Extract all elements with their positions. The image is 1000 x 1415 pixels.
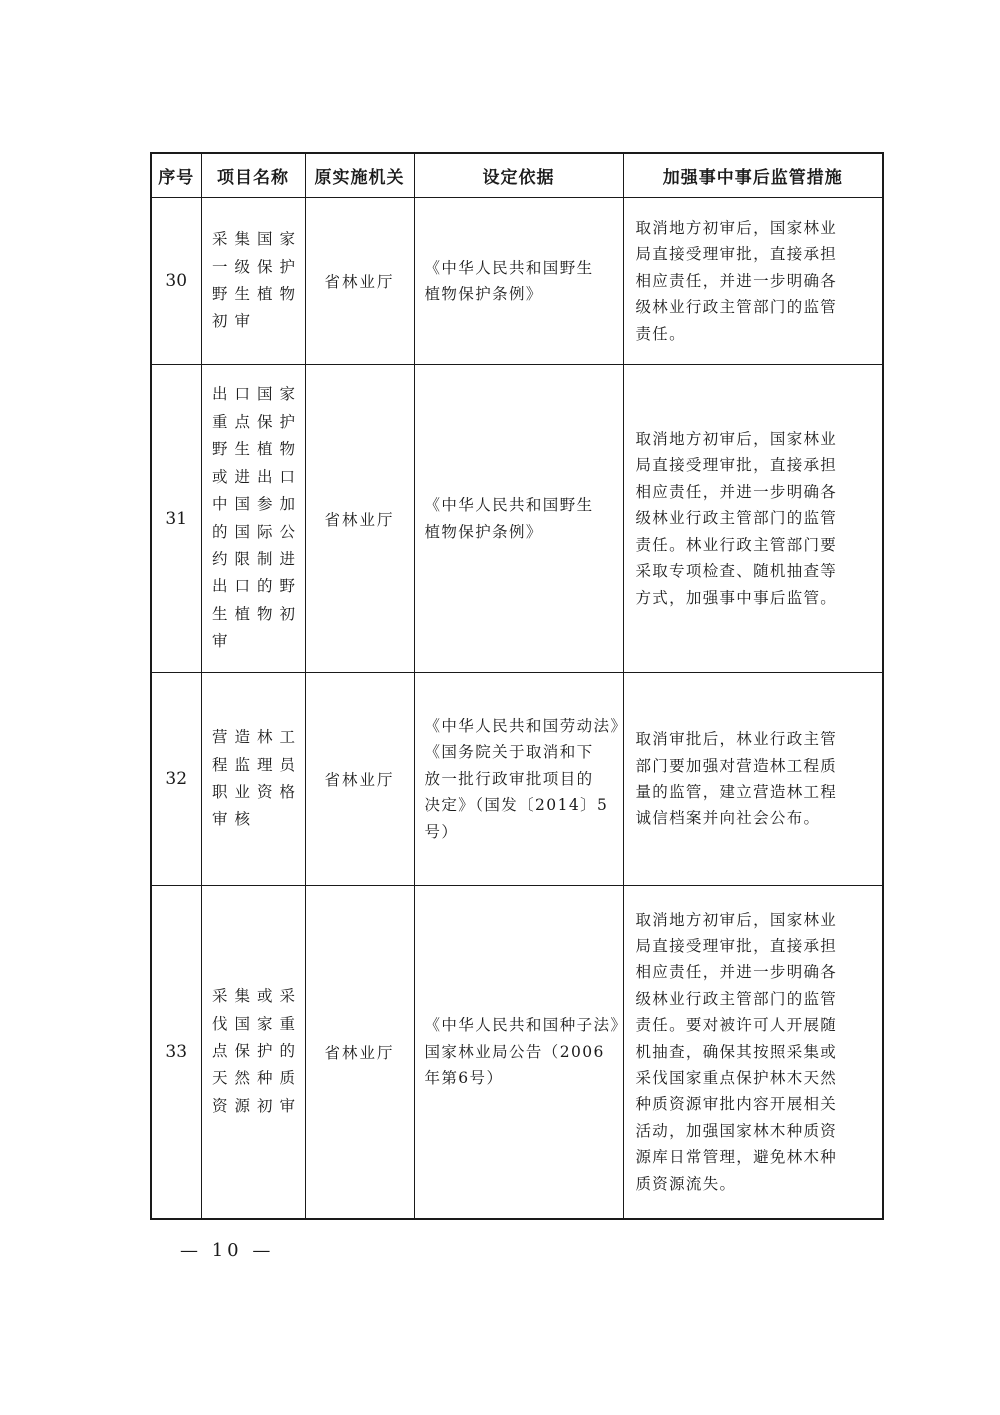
row-legal-basis bbox=[414, 365, 623, 673]
name-char: 际 bbox=[256, 522, 273, 541]
measure-line: 责任。林业行政主管部门要 bbox=[635, 535, 838, 554]
name-char: 集 bbox=[234, 230, 250, 249]
row-agency: 省林业厅 bbox=[305, 886, 414, 1219]
name-char: 源 bbox=[234, 1096, 250, 1115]
row-seq: 33 bbox=[151, 886, 201, 1219]
name-char: 初 bbox=[256, 1096, 273, 1115]
name-char: 然 bbox=[234, 1069, 250, 1088]
measure-line: 源库日常管理，避免林木种 bbox=[635, 1148, 838, 1167]
row-agency: 省林业厅 bbox=[305, 198, 414, 365]
measure-line: 级林业行政主管部门的监管 bbox=[635, 298, 838, 317]
row-legal-basis bbox=[414, 198, 623, 365]
regulation-table bbox=[150, 152, 884, 1220]
name-char: 植 bbox=[234, 604, 250, 623]
name-char: 口 bbox=[279, 467, 295, 486]
measure-line: 局直接受理审批，直接承担 bbox=[635, 245, 838, 264]
name-char: 审 bbox=[211, 632, 228, 651]
name-char: 进 bbox=[279, 549, 295, 568]
name-char: 家 bbox=[256, 1014, 273, 1033]
measure-line: 取消地方初审后，国家林业 bbox=[635, 218, 838, 237]
name-char: 审 bbox=[211, 810, 228, 829]
row-legal-basis bbox=[414, 886, 628, 1219]
table-row bbox=[151, 673, 883, 886]
name-char: 林 bbox=[256, 728, 273, 747]
name-char: 监 bbox=[234, 755, 250, 774]
basis-line: 国家林业局公告（2006 bbox=[424, 1042, 605, 1061]
table-header-row bbox=[151, 153, 883, 198]
measure-line: 局直接受理审批，直接承担 bbox=[635, 456, 838, 475]
row-measures bbox=[623, 673, 883, 886]
name-char: 理 bbox=[256, 755, 273, 774]
name-char: 天 bbox=[211, 1069, 228, 1088]
measure-line: 相应责任，并进一步明确各 bbox=[635, 482, 838, 501]
measure-line: 量的监管，建立营造林工程 bbox=[635, 783, 838, 801]
measure-line: 取消地方初审后，国家林业 bbox=[635, 910, 838, 929]
page-number: — 10 — bbox=[180, 1240, 275, 1261]
row-item-name bbox=[201, 886, 305, 1219]
name-char: 生 bbox=[234, 285, 250, 303]
name-char: 点 bbox=[211, 1042, 228, 1061]
name-char: 野 bbox=[279, 577, 295, 596]
name-char: 家 bbox=[279, 230, 295, 249]
name-char: 或 bbox=[256, 987, 273, 1006]
measure-line: 局直接受理审批，直接承担 bbox=[635, 936, 838, 955]
name-char: 植 bbox=[256, 440, 273, 459]
row-legal-basis bbox=[414, 673, 628, 886]
name-char: 格 bbox=[279, 783, 295, 801]
name-char: 伐 bbox=[211, 1014, 228, 1033]
name-char: 的 bbox=[279, 1042, 295, 1061]
row-measures bbox=[623, 198, 883, 365]
table-row bbox=[151, 365, 883, 673]
measure-line: 责任。 bbox=[635, 324, 686, 343]
measure-line: 采伐国家重点保护林木天然 bbox=[635, 1068, 838, 1087]
name-char: 采 bbox=[279, 987, 295, 1006]
item-name-text bbox=[209, 226, 299, 336]
name-char: 保 bbox=[256, 412, 273, 431]
name-char: 口 bbox=[234, 385, 250, 404]
name-char: 出 bbox=[211, 577, 228, 596]
row-agency: 省林业厅 bbox=[305, 365, 414, 673]
name-char: 营 bbox=[211, 728, 228, 747]
name-char: 造 bbox=[234, 728, 250, 747]
measure-line: 机抽查，确保其按照采集或 bbox=[635, 1042, 838, 1061]
name-char: 一 bbox=[211, 257, 228, 276]
measure-line: 取消地方初审后，国家林业 bbox=[635, 430, 838, 449]
name-char: 重 bbox=[211, 412, 228, 431]
name-char: 资 bbox=[256, 783, 273, 801]
name-char: 国 bbox=[234, 522, 250, 541]
name-char: 家 bbox=[279, 385, 295, 404]
name-char: 工 bbox=[279, 728, 295, 747]
row-measures bbox=[623, 886, 883, 1219]
measure-line: 种质资源审批内容开展相关 bbox=[635, 1095, 838, 1114]
name-char: 口 bbox=[234, 577, 250, 596]
basis-line: 放一批行政审批项目的 bbox=[424, 769, 594, 788]
row-seq: 32 bbox=[151, 673, 201, 886]
name-char: 国 bbox=[256, 385, 273, 404]
name-char: 审 bbox=[234, 312, 250, 331]
measure-line: 相应责任，并进一步明确各 bbox=[635, 271, 838, 290]
measure-line: 方式，加强事中事后监管。 bbox=[635, 588, 838, 607]
row-item-name bbox=[201, 198, 305, 365]
name-char: 国 bbox=[256, 230, 273, 249]
measure-line: 相应责任，并进一步明确各 bbox=[635, 963, 838, 982]
name-char: 野 bbox=[211, 440, 228, 459]
measure-line: 采取专项检查、随机抽查等 bbox=[635, 562, 838, 581]
header-supervision-measures: 加强事中事后监管措施 bbox=[623, 153, 883, 198]
name-char: 员 bbox=[279, 755, 295, 774]
row-item-name bbox=[201, 673, 305, 886]
name-char: 或 bbox=[211, 467, 228, 486]
header-legal-basis: 设定依据 bbox=[414, 153, 623, 198]
measure-line: 诚信档案并向社会公布。 bbox=[635, 809, 821, 828]
measure-line: 活动，加强国家林木种质资 bbox=[635, 1121, 838, 1140]
measure-line: 质资源流失。 bbox=[635, 1174, 737, 1193]
name-char: 野 bbox=[211, 285, 228, 303]
name-char: 国 bbox=[234, 1014, 250, 1033]
name-char: 采 bbox=[211, 987, 228, 1006]
item-name-text bbox=[209, 983, 299, 1120]
name-char: 约 bbox=[211, 549, 228, 568]
basis-line: 号） bbox=[424, 822, 459, 841]
name-char: 的 bbox=[211, 522, 228, 541]
basis-line: 植物保护条例》 bbox=[424, 285, 543, 303]
name-char: 生 bbox=[211, 604, 228, 623]
basis-line: 《中华人民共和国野生 bbox=[424, 496, 594, 515]
basis-line: 《中华人民共和国劳动法》 bbox=[424, 716, 628, 735]
name-char: 保 bbox=[234, 1042, 250, 1061]
name-char: 保 bbox=[256, 257, 273, 276]
row-agency: 省林业厅 bbox=[305, 673, 414, 886]
basis-line: 《国务院关于取消和下 bbox=[424, 743, 594, 762]
measure-line: 级林业行政主管部门的监管 bbox=[635, 509, 838, 528]
name-char: 出 bbox=[256, 467, 273, 486]
name-char: 植 bbox=[256, 285, 273, 303]
item-name-text bbox=[209, 724, 299, 834]
name-char: 级 bbox=[234, 257, 250, 276]
name-char: 审 bbox=[279, 1096, 295, 1115]
name-char: 公 bbox=[279, 522, 295, 541]
name-char: 初 bbox=[279, 604, 295, 623]
header-item-name: 项目名称 bbox=[201, 153, 305, 198]
row-seq: 31 bbox=[151, 365, 201, 673]
name-char: 中 bbox=[211, 495, 228, 514]
name-char: 质 bbox=[279, 1069, 295, 1088]
name-char: 护 bbox=[279, 257, 295, 276]
name-char: 资 bbox=[211, 1096, 228, 1115]
name-char: 生 bbox=[234, 440, 250, 459]
name-char: 核 bbox=[234, 810, 250, 829]
name-char: 限 bbox=[234, 549, 250, 568]
name-char: 参 bbox=[256, 495, 273, 514]
name-char: 制 bbox=[256, 549, 273, 568]
measure-line: 取消审批后，林业行政主管 bbox=[635, 730, 838, 749]
name-char: 职 bbox=[211, 783, 228, 801]
header-seq: 序号 bbox=[151, 153, 201, 198]
item-name-text bbox=[209, 381, 299, 655]
row-seq: 30 bbox=[151, 198, 201, 365]
name-char: 物 bbox=[279, 440, 295, 459]
name-char: 进 bbox=[234, 467, 250, 486]
name-char: 护 bbox=[256, 1042, 273, 1061]
basis-line: 年第6号） bbox=[424, 1068, 504, 1087]
name-char: 初 bbox=[211, 312, 228, 331]
name-char: 种 bbox=[256, 1069, 273, 1088]
name-char: 程 bbox=[211, 755, 228, 774]
name-char: 加 bbox=[279, 495, 295, 514]
table-row bbox=[151, 198, 883, 365]
name-char: 国 bbox=[234, 495, 250, 514]
row-measures bbox=[623, 365, 883, 673]
name-char: 业 bbox=[234, 783, 250, 801]
measure-line: 部门要加强对营造林工程质 bbox=[635, 756, 838, 775]
name-char: 重 bbox=[279, 1014, 295, 1033]
name-char: 采 bbox=[211, 230, 228, 249]
basis-line: 《中华人民共和国野生 bbox=[424, 258, 594, 277]
name-char: 集 bbox=[234, 987, 250, 1006]
name-char: 护 bbox=[279, 412, 295, 431]
basis-line: 《中华人民共和国种子法》 bbox=[424, 1016, 628, 1035]
measure-line: 级林业行政主管部门的监管 bbox=[635, 989, 838, 1008]
name-char: 出 bbox=[211, 385, 228, 404]
table-row bbox=[151, 886, 883, 1219]
name-char: 点 bbox=[234, 412, 250, 431]
basis-line: 决定》（国发〔2014〕5 bbox=[424, 796, 609, 815]
name-char: 的 bbox=[256, 577, 273, 596]
name-char: 物 bbox=[256, 604, 273, 623]
basis-line: 植物保护条例》 bbox=[424, 522, 543, 541]
measure-line: 责任。要对被许可人开展随 bbox=[635, 1016, 838, 1035]
header-original-agency: 原实施机关 bbox=[305, 153, 414, 198]
name-char: 物 bbox=[279, 285, 295, 303]
row-item-name bbox=[201, 365, 305, 673]
